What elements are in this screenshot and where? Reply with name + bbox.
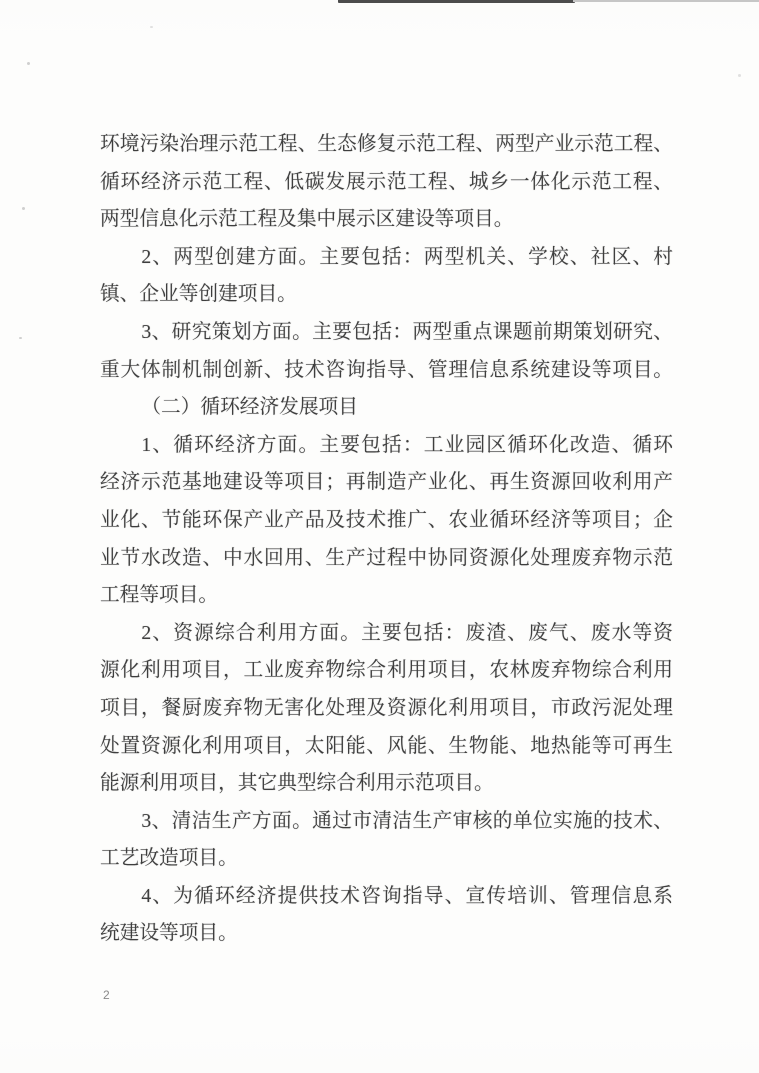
text-line: 1、循环经济方面。主要包括：工业园区循环化改造、循环 (141, 433, 673, 456)
text-line: 业化、节能环保产业产品及技术推广、农业循环经济等项目；企 (100, 508, 673, 531)
scanner-edge-artifact (338, 0, 575, 3)
scan-speck (150, 26, 153, 28)
text-line: 环境污染治理示范工程、生态修复示范工程、两型产业示范工程、 (100, 133, 673, 155)
scan-speck (22, 207, 25, 210)
section-heading: （二）循环经济发展项目 (141, 396, 358, 419)
text-line: 3、清洁生产方面。通过市清洁生产审核的单位实施的技术、 (141, 809, 673, 832)
text-line: 统建设等项目。 (100, 922, 238, 945)
page-number: 2 (103, 988, 110, 1002)
text-line: 镇、企业等创建项目。 (100, 283, 297, 306)
scan-speck (27, 62, 30, 65)
text-line: 处置资源化利用项目，太阳能、风能、生物能、地热能等可再生 (100, 734, 673, 757)
text-line: 两型信息化示范工程及集中展示区建设等项目。 (100, 208, 514, 231)
text-line: 能源利用项目，其它典型综合利用示范项目。 (100, 772, 494, 795)
text-line: 经济示范基地建设等项目；再制造产业化、再生资源回收利用产 (100, 471, 673, 494)
scan-speck (19, 337, 22, 339)
text-line: 循环经济示范工程、低碳发展示范工程、城乡一体化示范工程、 (100, 170, 673, 193)
text-line: 项目，餐厨废弃物无害化处理及资源化利用项目，市政污泥处理 (100, 696, 673, 719)
text-line: 2、资源综合利用方面。主要包括：废渣、废气、废水等资 (141, 621, 673, 644)
text-line: 工程等项目。 (100, 584, 219, 607)
text-line: 4、为循环经济提供技术咨询指导、宣传培训、管理信息系 (141, 884, 673, 907)
text-line: 3、研究策划方面。主要包括：两型重点课题前期策划研究、 (141, 320, 673, 343)
text-line: 源化利用项目，工业废弃物综合利用项目，农林废弃物综合利用 (100, 659, 673, 682)
scan-speck (738, 74, 741, 77)
scanner-edge-artifact-light (573, 0, 759, 2)
text-line: 业节水改造、中水回用、生产过程中协同资源化处理废弃物示范 (100, 546, 673, 569)
text-line: 2、两型创建方面。主要包括：两型机关、学校、社区、村 (141, 245, 673, 268)
document-body (100, 126, 673, 953)
text-line: 重大体制机制创新、技术咨询指导、管理信息系统建设等项目。 (100, 358, 673, 381)
text-line: 工艺改造项目。 (100, 847, 238, 870)
